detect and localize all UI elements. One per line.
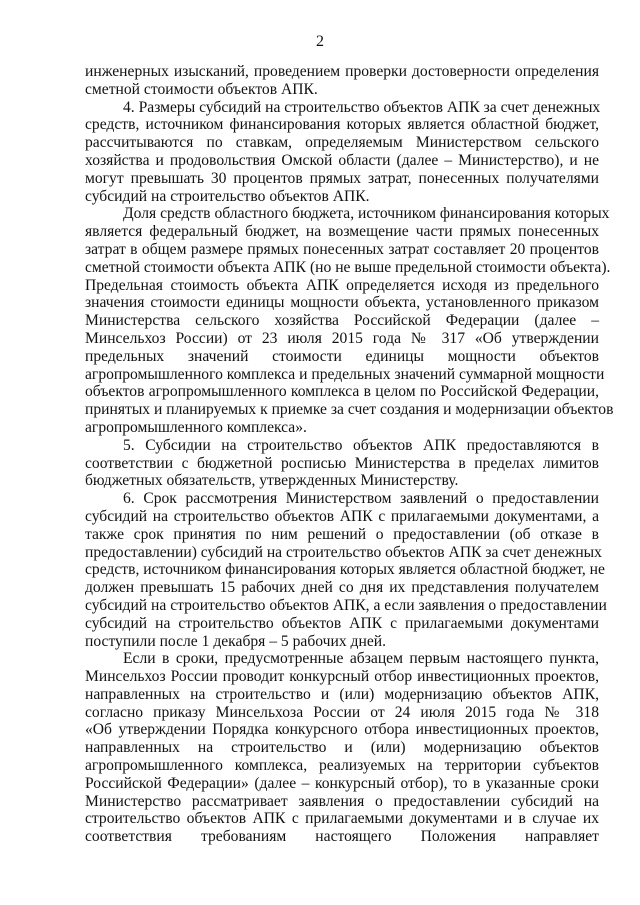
text-line: субсидий на строительство объектов АПК с прилагаемыми документами, а: [85, 507, 599, 525]
text-line: агропромышленного комплекса».: [85, 418, 307, 436]
text-line: соответствии с бюджетной росписью Министерства в пределах лимитов: [85, 454, 599, 472]
text-line: агропромышленного комплекса и предельных значений суммарной мощности: [85, 365, 605, 383]
text-line: бюджетных обязательств, утвержденных Министерству.: [85, 472, 459, 490]
text-line: агропромышленного комплекса, реализуемых на территории субъектов: [85, 757, 599, 775]
text-line: также срок принятия по ним решений о предоставлении (об отказе в: [85, 525, 599, 543]
text-line: Если в сроки, предусмотренные абзацем первым настоящего пункта,: [123, 650, 599, 668]
text-line: субсидий на строительство объектов АПК с прилагаемыми документами: [85, 614, 599, 632]
text-line: «Об утверждении Порядка конкурсного отбора инвестиционных проектов,: [85, 721, 599, 739]
text-line: субсидий на строительство объектов АПК, а если заявления о предоставлении: [85, 596, 607, 614]
text-line: субсидий на строительство объектов АПК.: [85, 187, 370, 205]
text-line: сметной стоимости объекта АПК (но не выше предельной стоимости объекта).: [85, 258, 611, 276]
text-line: направленных на строительство и (или) модернизацию объектов АПК,: [85, 685, 599, 703]
text-line: Предельная стоимость объекта АПК определяется исходя из предельного: [85, 276, 599, 294]
text-line: принятых и планируемых к приемке за счет создания и модернизации объектов: [85, 401, 614, 419]
text-line: направленных на строительство и (или) модернизацию объектов: [85, 739, 599, 757]
text-line: инженерных изысканий, проведением проверки достоверности определения: [85, 63, 599, 80]
text-line: затрат в общем размере прямых понесенных затрат составляет 20 процентов: [85, 240, 599, 258]
text-line: значения стоимости единицы мощности объекта, установленного приказом: [85, 294, 599, 312]
text-line: предельных значений стоимости единицы мощности объектов: [85, 347, 599, 365]
text-line: Доля средств областного бюджета, источником финансирования которых: [123, 205, 610, 223]
text-line: хозяйства и продовольствия Омской области (далее – Министерство), и не: [85, 151, 599, 169]
text-line: Минсельхоз России проводит конкурсный отбор инвестиционных проектов,: [85, 668, 599, 686]
text-line: строительство объектов АПК с прилагаемыми документами и в случае их: [85, 810, 599, 828]
text-line: соответствия требованиям настоящего Положения направляет: [85, 828, 599, 846]
text-line: сметной стоимости объектов АПК.: [85, 80, 318, 98]
text-line: является федеральный бюджет, на возмещение части прямых понесенных: [85, 223, 599, 241]
text-line: Министерства сельского хозяйства Российской Федерации (далее –: [85, 312, 599, 330]
text-line: объектов агропромышленного комплекса в целом по Российской Федерации,: [85, 383, 599, 401]
text-line: должен превышать 15 рабочих дней со дня их представления получателем: [85, 579, 599, 597]
text-line: средств, источником финансирования которых является областной бюджет,: [85, 116, 599, 134]
text-line: средств, источником финансирования которых является областной бюджет, не: [85, 561, 605, 579]
text-line: поступили после 1 декабря – 5 рабочих дней.: [85, 632, 387, 650]
page-number: 2: [316, 33, 324, 50]
text-line: 5. Субсидии на строительство объектов АПК предоставляются в: [123, 436, 599, 454]
text-line: 4. Размеры субсидий на строительство объектов АПК за счет денежных: [123, 98, 601, 116]
text-line: рассчитываются по ставкам, определяемым Министерством сельского: [85, 134, 599, 152]
text-line: 6. Срок рассмотрения Министерством заявлений о предоставлении: [123, 490, 599, 508]
text-line: согласно приказу Минсельхоза России от 24 июля 2015 года № 318: [85, 703, 599, 721]
text-line: Минсельхоз России) от 23 июля 2015 года № 317 «Об утверждении: [85, 329, 599, 347]
document-body: [85, 63, 614, 846]
text-line: Российской Федерации» (далее – конкурсный отбор), то в указанные сроки: [85, 774, 599, 792]
text-line: могут превышать 30 процентов прямых затрат, понесенных получателями: [85, 169, 599, 187]
text-line: предоставлении) субсидий на строительство объектов АПК за счет денежных: [85, 543, 602, 561]
text-line: Министерство рассматривает заявления о предоставлении субсидий на: [85, 792, 599, 810]
